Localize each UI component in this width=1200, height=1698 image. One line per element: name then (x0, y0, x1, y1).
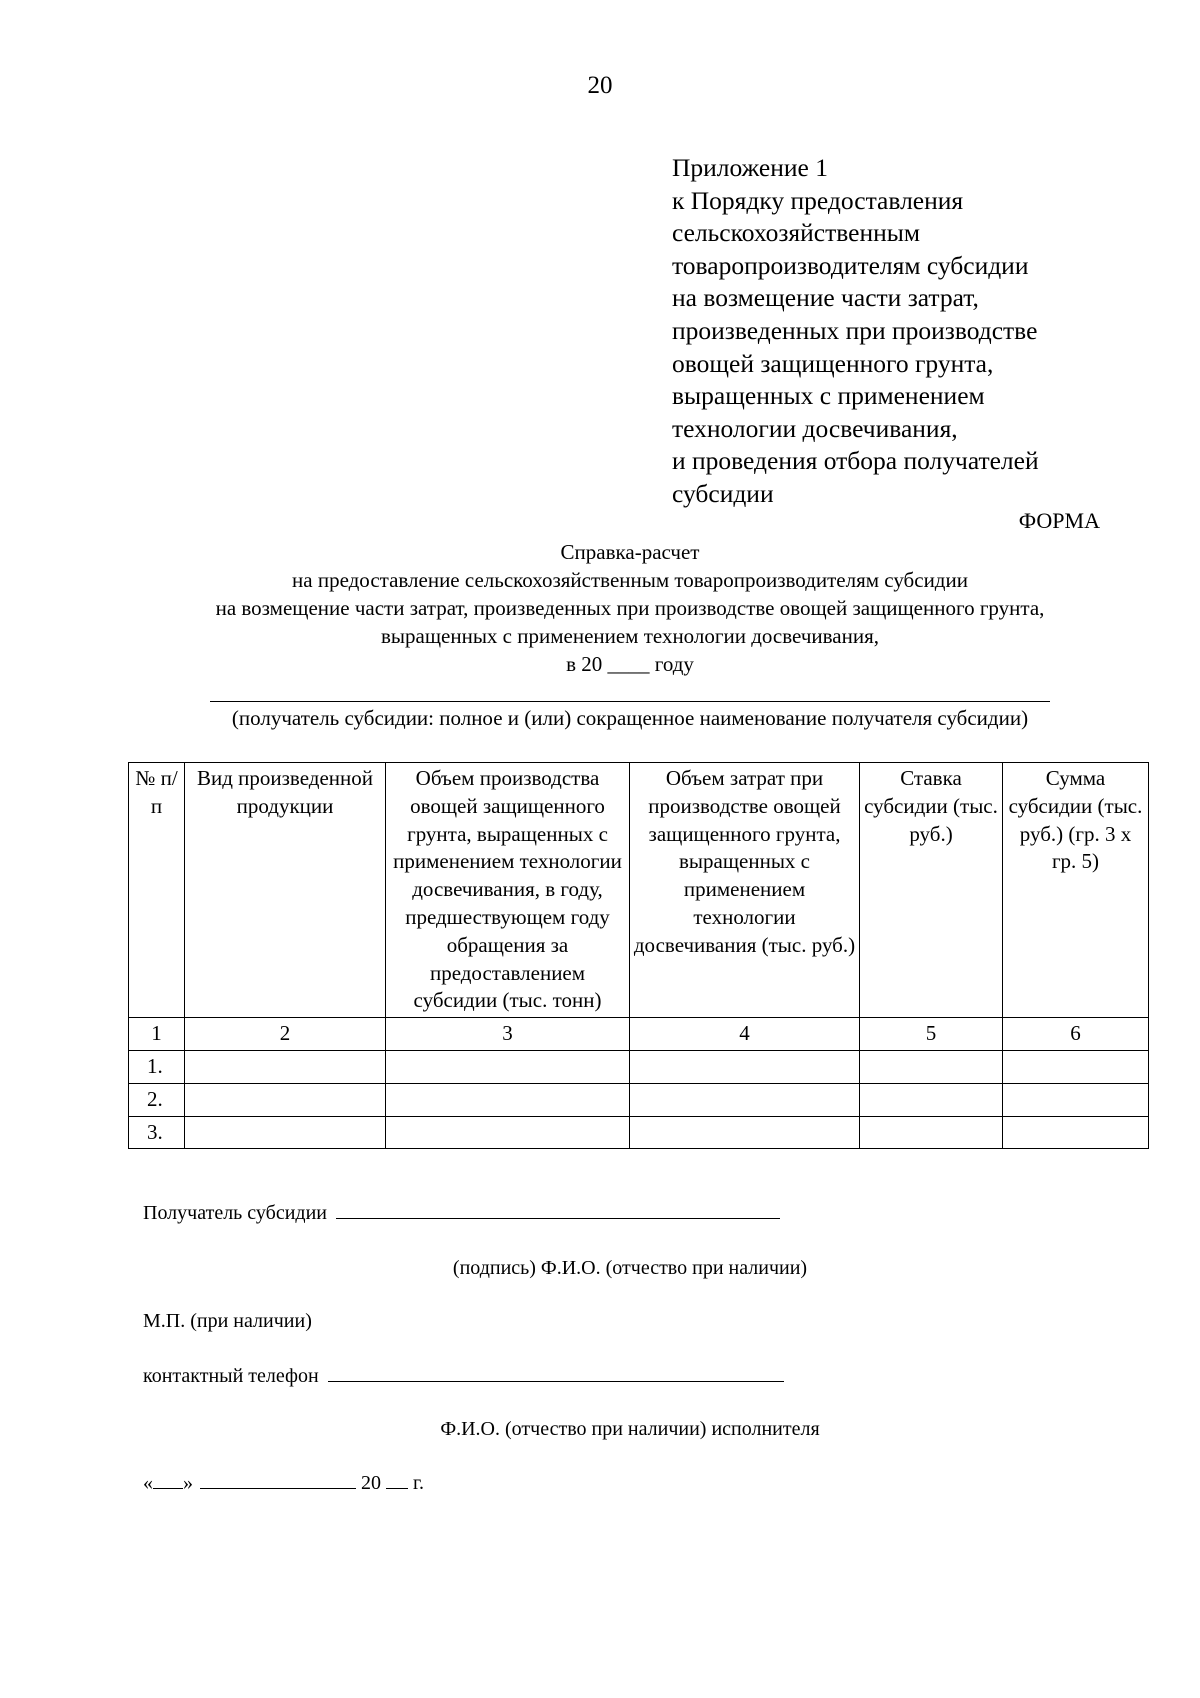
calculation-table (128, 762, 1149, 1149)
table-row (129, 1050, 1149, 1083)
day-fill-line[interactable] (153, 1487, 183, 1489)
title-line: на предоставление сельскохозяйственным товаропроизводителям субсидии (292, 568, 968, 592)
table-cell[interactable] (630, 1083, 860, 1116)
table-cell[interactable] (1003, 1083, 1149, 1116)
document-title (0, 538, 1200, 678)
title-line: Справка-расчет (560, 540, 700, 564)
date-year-prefix: 20 (361, 1472, 381, 1494)
executor-caption: Ф.И.О. (отчество при наличии) исполнителя (440, 1418, 820, 1440)
date-close-quote: » (183, 1472, 193, 1494)
column-number: 4 (630, 1018, 860, 1051)
recipient-fill-line[interactable] (210, 701, 1050, 702)
table-cell[interactable] (860, 1050, 1003, 1083)
table-row (129, 1116, 1149, 1149)
table-row (129, 1083, 1149, 1116)
table-cell[interactable] (185, 1116, 386, 1149)
table-header-row (129, 763, 1149, 1018)
title-line: выращенных с применением технологии досвечивания, (381, 624, 879, 648)
column-number: 3 (386, 1018, 630, 1051)
row-number: 3. (129, 1116, 185, 1149)
table-cell[interactable] (860, 1116, 1003, 1149)
year-fill-line[interactable] (386, 1487, 408, 1489)
page-number: 20 (587, 72, 613, 99)
table-cell[interactable] (630, 1050, 860, 1083)
column-header: Сумма субсидии (тыс. руб.) (гр. 3 х гр. 5) (1003, 763, 1149, 1018)
appendix-line: овощей защищенного грунта, (672, 348, 994, 378)
column-header: Объем затрат при производстве овощей защищенного грунта, выращенных с применением технологии досвечивания (тыс. руб.) (630, 763, 860, 1018)
appendix-line: товаропроизводителям субсидии (672, 250, 1029, 280)
month-fill-line[interactable] (200, 1487, 356, 1489)
column-header: Ставка субсидии (тыс. руб.) (860, 763, 1003, 1018)
recipient-label: Получатель субсидии (143, 1202, 327, 1224)
table-cell[interactable] (386, 1116, 630, 1149)
appendix-line: сельскохозяйственным (672, 218, 921, 248)
column-number: 5 (860, 1018, 1003, 1051)
table-cell[interactable] (1003, 1116, 1149, 1149)
appendix-line: на возмещение части затрат, (672, 283, 979, 313)
table-cell[interactable] (860, 1083, 1003, 1116)
table-cell[interactable] (1003, 1050, 1149, 1083)
phone-row (143, 1365, 784, 1388)
appendix-header (672, 152, 1152, 511)
title-line: на возмещение части затрат, произведенных при производстве овощей защищенного грунта, (215, 596, 1045, 620)
appendix-line: и проведения отбора получателей (672, 446, 1039, 476)
table-cell[interactable] (386, 1083, 630, 1116)
recipient-caption: (получатель субсидии: полное и (или) сокращенное наименование получателя субсидии) (231, 706, 1029, 730)
appendix-line: выращенных с применением (672, 381, 985, 411)
date-year-suffix: г. (413, 1472, 424, 1494)
table-cell[interactable] (386, 1050, 630, 1083)
appendix-line: Приложение 1 (672, 153, 828, 182)
table-cell[interactable] (185, 1050, 386, 1083)
seal-label: М.П. (при наличии) (143, 1310, 312, 1332)
column-header: Вид произведенной продукции (185, 763, 386, 1018)
phone-label: контактный телефон (143, 1365, 319, 1387)
column-number: 6 (1003, 1018, 1149, 1051)
column-header: Объем производства овощей защищенного грунта, выращенных с применением технологии досвечивания, в году, предшествующем году обращения за предоставлением субсидии (тыс. тонн) (386, 763, 630, 1018)
table-cell[interactable] (630, 1116, 860, 1149)
date-row (143, 1472, 424, 1495)
appendix-line: технологии досвечивания, (672, 413, 958, 443)
row-number: 1. (129, 1050, 185, 1083)
recipient-signature-row (143, 1202, 780, 1225)
row-number: 2. (129, 1083, 185, 1116)
appendix-line: субсидии (672, 478, 774, 508)
date-open-quote: « (143, 1472, 153, 1494)
table-cell[interactable] (185, 1083, 386, 1116)
appendix-line: произведенных при производстве (672, 315, 1038, 345)
column-numbering-row (129, 1018, 1149, 1051)
form-label: ФОРМА (1018, 508, 1100, 533)
phone-fill-line[interactable] (328, 1380, 784, 1382)
column-header: № п/п (129, 763, 185, 1018)
column-number: 2 (185, 1018, 386, 1051)
column-number: 1 (129, 1018, 185, 1051)
appendix-line: к Порядку предоставления (672, 185, 964, 215)
signature-fill-line[interactable] (336, 1217, 780, 1219)
signature-caption: (подпись) Ф.И.О. (отчество при наличии) (452, 1257, 808, 1279)
title-line: в 20 ____ году (566, 652, 694, 676)
